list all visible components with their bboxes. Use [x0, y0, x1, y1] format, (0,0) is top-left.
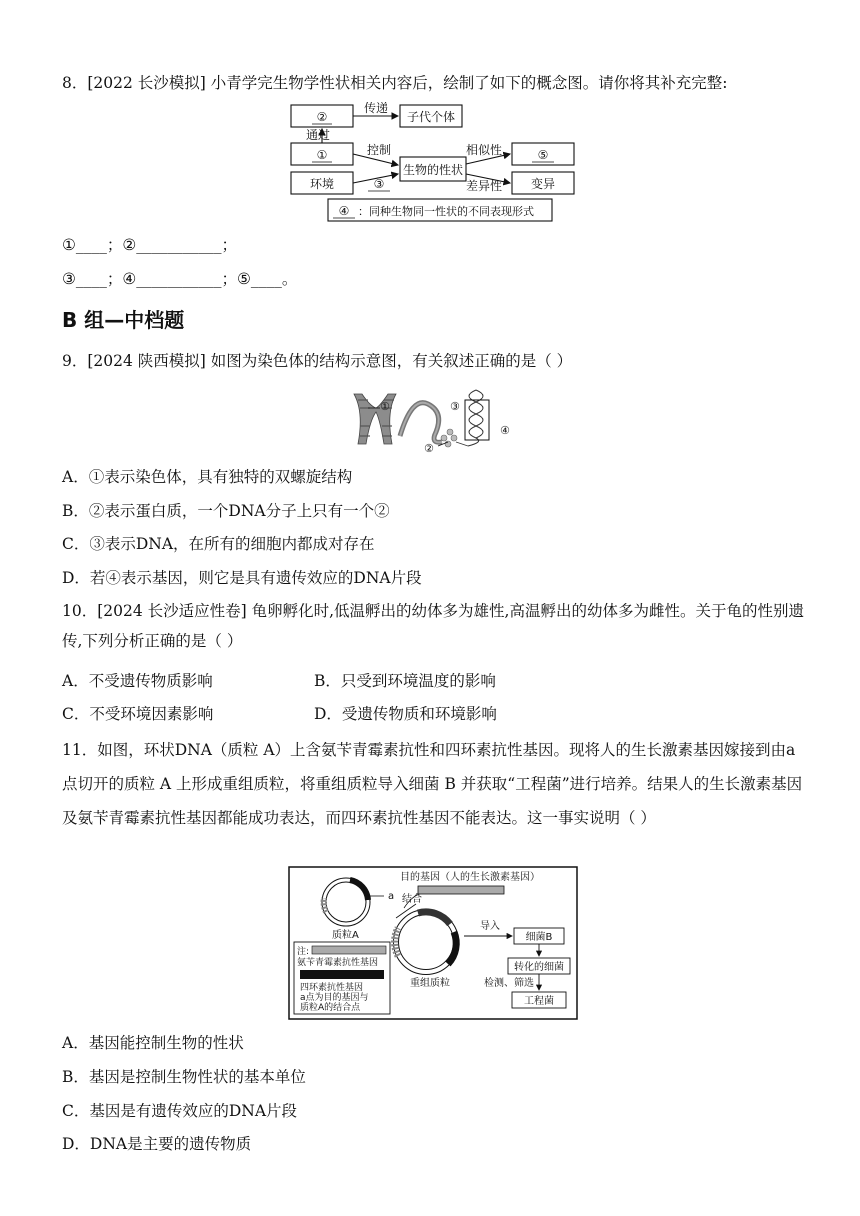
- q8-stem: 8．[2022 长沙模拟] 小青学完生物学性状相关内容后，绘制了如下的概念图。请你将其补充完整:: [62, 74, 728, 92]
- engineered-label: 工程菌: [524, 996, 554, 1007]
- note-a-line-1: a点为目的基因与: [300, 993, 369, 1003]
- box-5-label: ⑤: [537, 148, 549, 162]
- q11-option-c[interactable]: C．基因是有遗传效应的DNA片段: [62, 1102, 298, 1120]
- box-1-label: ①: [316, 148, 328, 162]
- box-4-label: ④: [338, 204, 350, 218]
- note-a-line-2: 质粒A的结合点: [300, 1003, 361, 1013]
- amp-gene-label: 氨苄青霉素抗性基因: [297, 958, 379, 968]
- q11-plasmid-diagram: [288, 866, 578, 1020]
- point-a-label: a: [388, 891, 395, 902]
- section-heading: B 组—中档题: [62, 308, 185, 332]
- plasmid-a-label: 质粒A: [332, 930, 359, 941]
- q10-option-b[interactable]: B．只受到环境温度的影响: [314, 672, 496, 690]
- trait-label: 生物的性状: [402, 163, 464, 177]
- screen-label: 检测、筛选: [484, 978, 534, 989]
- q11-option-d[interactable]: D．DNA是主要的遗传物质: [62, 1135, 252, 1153]
- via-label: 通过: [306, 128, 331, 142]
- q11-stem: 11．如图，环状DNA（质粒 A）上含氨苄青霉素抗性和四环素抗性基因。现将人的生长激素基因嫁接到由a点切开的质粒 A 上形成重组质粒，将重组质粒导入细菌 B 并获取“工程菌”进行培养。结果人的生长激素基因及氨苄青霉素抗性基因都能成功表达，而四环素抗性基因不能表达。这一事实说明（ ）: [62, 741, 803, 827]
- q9-chromosome-figure: [350, 386, 520, 456]
- control-label: 控制: [366, 143, 392, 157]
- variation-label: 变异: [530, 177, 556, 191]
- box-2-label: ②: [316, 110, 328, 124]
- tet-legend-swatch: [300, 970, 384, 979]
- q10-option-d[interactable]: D．受遗传物质和环境影响: [314, 705, 497, 723]
- q10-option-c[interactable]: C．不受环境因素影响: [62, 705, 214, 723]
- q9-option-a[interactable]: A．①表示染色体，具有独特的双螺旋结构: [62, 468, 353, 486]
- recombinant-label: 重组质粒: [410, 978, 450, 989]
- note-label: 注:: [297, 947, 310, 957]
- tet-gene-label: 四环素抗性基因: [300, 983, 364, 993]
- q9-option-d[interactable]: D．若④表示基因，则它是具有遗传效应的DNA片段: [62, 569, 422, 587]
- q8-blank-line-2: ③____；④___________；⑤____。: [62, 270, 298, 288]
- environment-label: 环境: [309, 177, 335, 191]
- q9-label-4: ④: [500, 424, 510, 437]
- transformed-label: 转化的细菌: [514, 962, 564, 973]
- q9-label-1: ①: [380, 400, 390, 413]
- import-label: 导入: [480, 921, 500, 932]
- combine-label: 结合: [402, 894, 422, 905]
- label-3: ③: [373, 177, 385, 191]
- box-4-desc: ：同种生物同一性状的不同表现形式: [358, 205, 534, 218]
- q9-label-2: ②: [424, 442, 434, 455]
- q10-option-a[interactable]: A．不受遗传物质影响: [62, 672, 213, 690]
- q8-concept-map: [288, 102, 580, 224]
- q9-stem: 9．[2024 陕西模拟] 如图为染色体的结构示意图，有关叙述正确的是（ ）: [62, 352, 573, 370]
- q9-option-c[interactable]: C．③表示DNA，在所有的细胞内都成对存在: [62, 535, 375, 553]
- q11-option-b[interactable]: B．基因是控制生物性状的基本单位: [62, 1068, 306, 1086]
- bacteria-b-label: 细菌B: [525, 932, 553, 943]
- pass-label: 传递: [363, 102, 389, 115]
- q9-option-b[interactable]: B．②表示蛋白质，一个DNA分子上只有一个②: [62, 502, 390, 520]
- target-gene-label: 目的基因（人的生长激素基因）: [400, 872, 540, 883]
- target-gene-bar: [418, 886, 504, 894]
- q8-blank-line-1: ①____；②___________；: [62, 236, 238, 254]
- q10-stem: 10．[2024 长沙适应性卷] 龟卵孵化时,低温孵出的幼体多为雄性,高温孵出的幼体多为雌性。关于龟的性别遗传,下列分析正确的是（ ）: [62, 602, 804, 650]
- amp-legend-swatch: [312, 946, 386, 954]
- q9-label-3: ③: [450, 400, 460, 413]
- diff-label: 差异性: [465, 179, 503, 193]
- q11-option-a[interactable]: A．基因能控制生物的性状: [62, 1034, 244, 1052]
- offspring-label: 子代个体: [406, 110, 456, 124]
- similar-label: 相似性: [465, 143, 503, 157]
